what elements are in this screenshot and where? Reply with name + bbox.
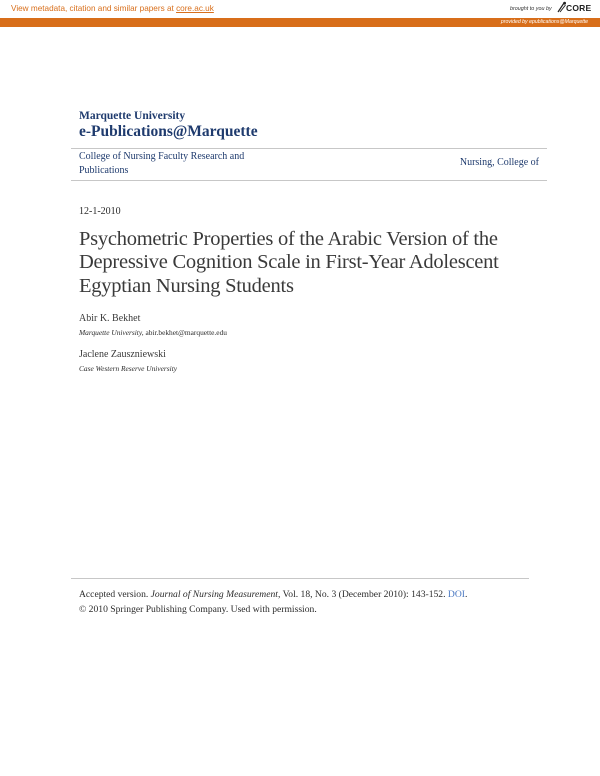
core-link-domain[interactable]: core.ac.uk <box>176 4 214 13</box>
author-affiliation: Case Western Reserve University <box>79 364 178 373</box>
core-provided-text[interactable]: provided by epublications@Marquette <box>500 19 588 25</box>
citation-line: Accepted version. Journal of Nursing Measurement, Vol. 18, No. 3 (December 2010): 143-152. DOI. <box>79 589 468 600</box>
copyright-notice: © 2010 Springer Publishing Company. Used with permission. <box>79 604 317 615</box>
core-provided-strip <box>0 18 600 27</box>
core-banner-top <box>0 0 600 18</box>
core-logo[interactable] <box>556 1 592 15</box>
repository-header <box>79 110 258 141</box>
author-name: Jaclene Zauszniewski <box>79 349 166 360</box>
footer-divider <box>71 578 529 579</box>
citation-details: , Vol. 18, No. 3 (December 2010): 143-152. <box>277 589 448 600</box>
citation-prefix: Accepted version. <box>79 589 151 600</box>
header-divider-top <box>71 148 547 149</box>
repository-name[interactable]: Marquette University <box>79 110 186 122</box>
repository-title[interactable]: e-Publications@Marquette <box>79 123 258 140</box>
collection-link[interactable]: College of Nursing Faculty Research and Publications <box>79 151 245 176</box>
core-brought-text: brought to you by <box>510 6 552 12</box>
doi-link[interactable]: DOI <box>447 589 465 600</box>
author-name: Abir K. Bekhet <box>79 313 141 324</box>
author-email: abir.bekhet@marquette.edu <box>145 328 227 337</box>
core-metadata-link[interactable] <box>11 4 214 13</box>
header-divider-bottom <box>71 180 547 181</box>
author-affiliation: Marquette University, abir.bekhet@marquette.edu <box>79 328 227 337</box>
core-banner <box>0 0 600 27</box>
citation-footer <box>79 587 529 617</box>
publication-date: 12-1-2010 <box>79 206 121 217</box>
paper-title: Psychometric Properties of the Arabic Version of the Depressive Cognition Scale in First-Year Adolescent Egyptian Nursing Students <box>79 228 499 297</box>
core-logo-text: CORE <box>566 3 592 13</box>
department-link[interactable]: Nursing, College of <box>459 157 539 168</box>
journal-name: Journal of Nursing Measurement <box>150 589 278 600</box>
core-link-text: View metadata, citation and similar papers at <box>11 4 177 13</box>
affiliation-name: Marquette University <box>79 328 142 337</box>
